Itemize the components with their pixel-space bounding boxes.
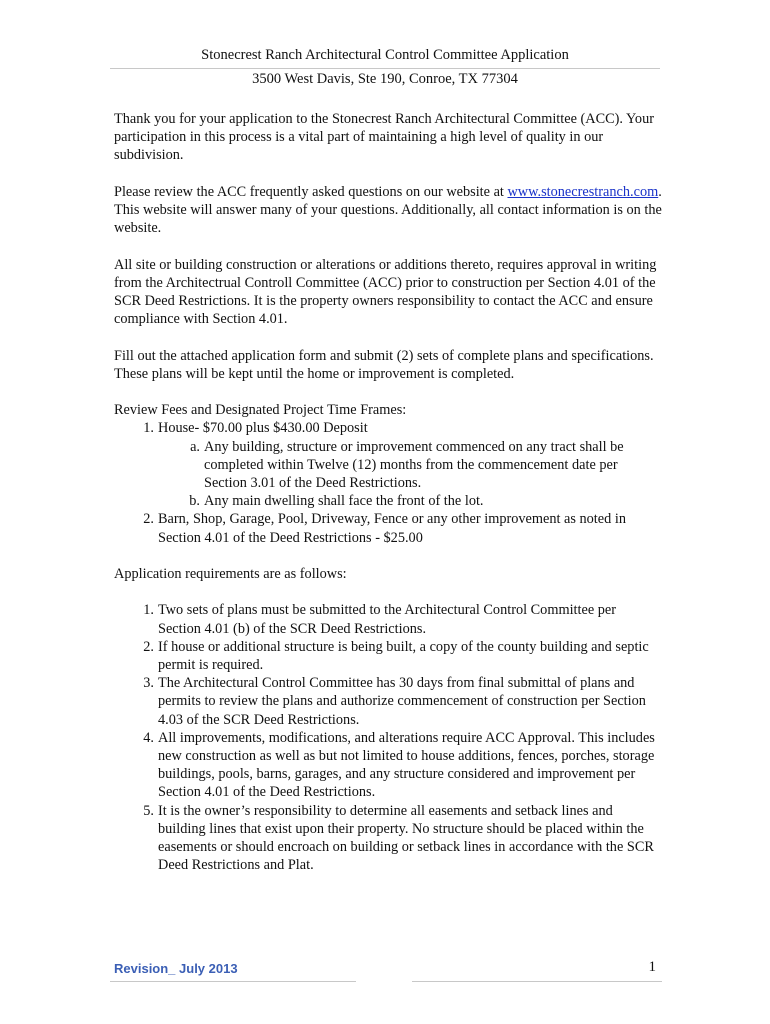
requirement-item [114,674,662,729]
requirement-item [114,601,662,637]
intro-paragraph-2 [114,183,662,238]
intro-paragraph-4: Fill out the attached application form and submit (2) sets of complete plans and specifications. These plans will be kept until the home or improvement is completed. [114,347,654,382]
footer-rule-right [412,981,662,982]
footer-rule-left [110,981,356,982]
p2-text-before: Please review the ACC frequently asked questions on our website at [114,183,508,200]
list-number: 1. [143,602,154,619]
list-number: 1. [143,420,154,437]
fees-subitem-text: Any building, structure or improvement commenced on any tract shall be completed within Twelve (12) months from the commencement date per Section 3.01 of the Deed Restrictions. [204,438,624,491]
requirements-heading: Application requirements are as follows: [114,566,347,582]
list-letter: b. [189,493,200,510]
page-number: 1 [648,959,656,975]
intro-paragraph-1: Thank you for your application to the Stonecrest Ranch Architectural Committee (ACC). Your participation in this process is a vital part of maintaining a high level of quality in our subdivision. [114,111,654,164]
list-number: 4. [143,729,154,746]
requirement-text: Two sets of plans must be submitted to the Architectural Control Committee per Section 4.01 (b) of the SCR Deed Restrictions. [158,602,617,637]
website-link[interactable]: www.stonecrestranch.com [507,183,659,200]
fees-subitem [114,492,662,510]
requirement-text: If house or additional structure is being built, a copy of the county building and septic permit is required. [158,638,649,673]
list-number: 5. [143,802,154,819]
requirement-text: All improvements, modifications, and alterations require ACC Approval. This includes new construction as well as but not limited to house additions, fences, porches, storage buildings, pools, barns, garages, and any structure considered and improvement per Section 4.01 of the Deed Restrictions. [158,729,655,801]
fees-list [114,419,662,546]
fees-item-text: House- $70.00 plus $430.00 Deposit [158,420,368,437]
intro-paragraph-3: All site or building construction or alterations or additions thereto, requires approval in writing from the Architectrual Controll Committee (ACC) prior to construction per Section 4.01 of the SCR Deed Restrictions. It is the property owners responsibility to contact the ACC and ensure compliance with Section 4.01. [114,256,657,328]
requirements-list [114,601,662,874]
requirement-item [114,802,662,875]
fees-subitem-text: Any main dwelling shall face the front of the lot. [204,493,484,510]
revision-label: Revision_ July 2013 [114,961,238,976]
requirement-text: The Architectural Control Committee has 30 days from final submittal of plans and permits to review the plans and authorize commencement of construction per Section 4.03 of the SCR Deed Restrictions. [158,675,646,728]
fees-subitem [114,438,662,493]
requirement-item [114,729,662,802]
fees-heading: Review Fees and Designated Project Time Frames: [114,402,407,419]
fees-item [114,419,662,437]
list-number: 2. [143,638,154,655]
list-number: 2. [143,511,154,528]
list-number: 3. [143,675,154,692]
document-body [114,110,662,874]
document-address: 3500 West Davis, Ste 190, Conroe, TX 77304 [252,71,518,87]
p2-text-after: . This website will answer many of your questions. Additionally, all contact information is on the website. [114,183,662,237]
list-letter: a. [190,438,200,455]
fees-item [114,510,662,546]
document-title: Stonecrest Ranch Architectural Control Committee Application [201,47,569,63]
requirement-item [114,638,662,674]
fees-item-text: Barn, Shop, Garage, Pool, Driveway, Fence or any other improvement as noted in Section 4.01 of the Deed Restrictions - $25.00 [158,511,626,546]
header-rule [110,68,660,69]
requirement-text: It is the owner’s responsibility to determine all easements and setback lines and building lines that exist upon their property. No structure should be placed within the easements or should encroach on building or setback lines in accordance with the SCR Deed Restrictions and Plat. [158,802,654,874]
